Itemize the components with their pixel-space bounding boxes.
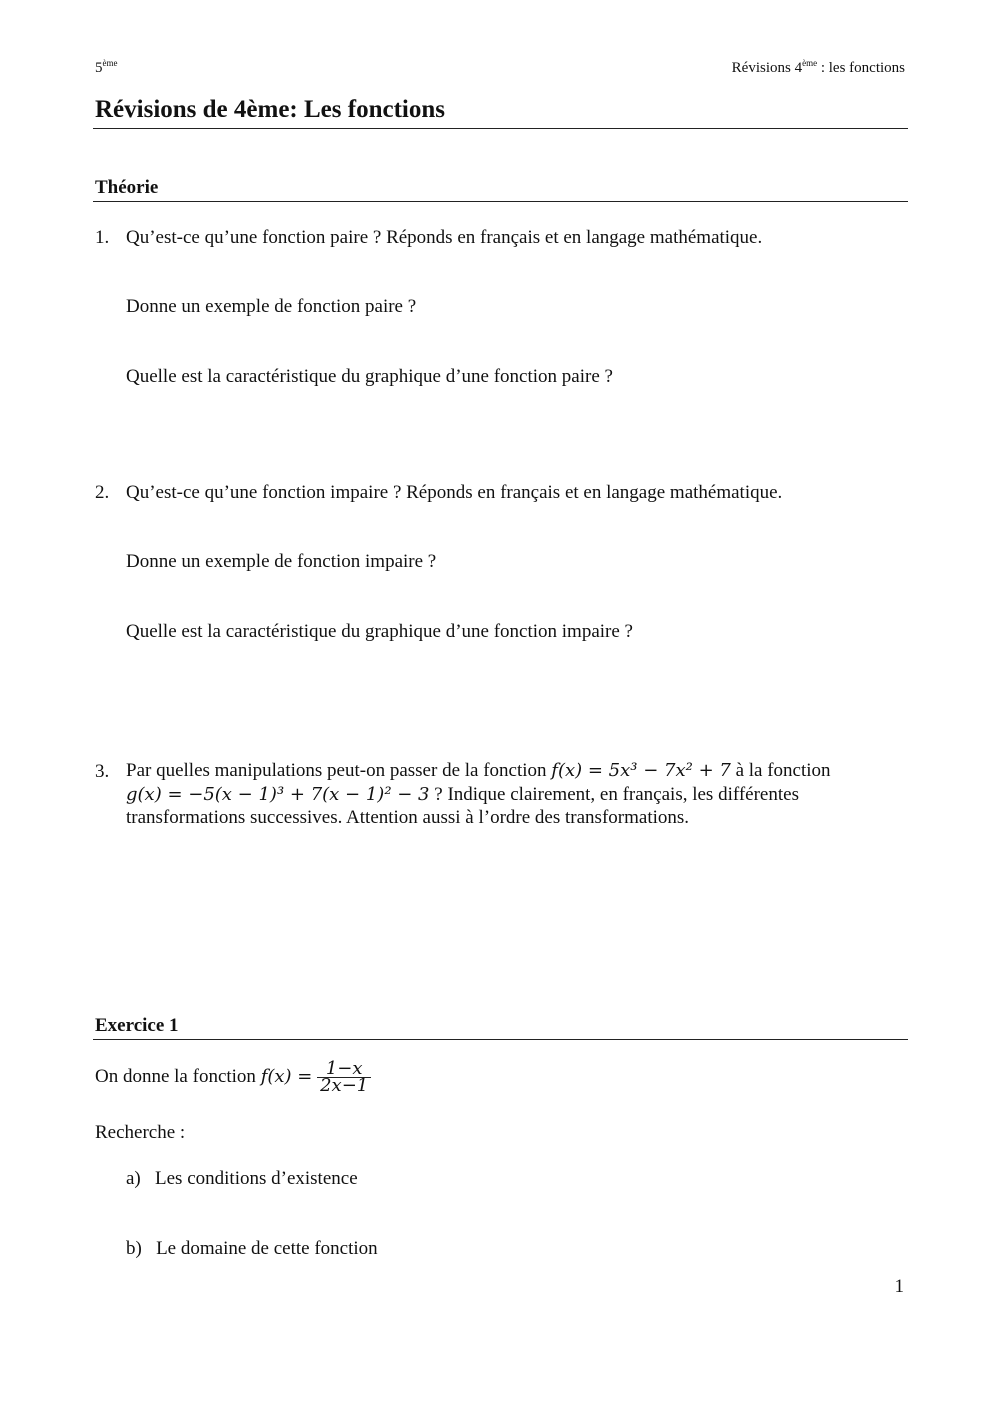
question-3-intro: Par quelles manipulations peut-on passer de la fonction	[126, 760, 547, 781]
exercise-1-intro-line	[95, 1058, 371, 1096]
page-number: 1	[894, 1276, 904, 1297]
fraction-denominator: 2x−1	[320, 1075, 369, 1096]
list-item-label: b)	[126, 1238, 142, 1259]
question-3-line-2	[126, 784, 799, 806]
question-1-text: Qu’est-ce qu’une fonction paire ? Réponds en français et en langage mathématique.	[126, 227, 763, 248]
question-2-graph: Quelle est la caractéristique du graphique d’une fonction impaire ?	[126, 621, 633, 642]
list-item-text: Le domaine de cette fonction	[156, 1238, 378, 1259]
question-3-number: 3.	[95, 761, 110, 782]
formula-f-lhs: f(x) =	[260, 1065, 313, 1087]
list-item-a	[126, 1168, 358, 1190]
fraction	[317, 1058, 371, 1096]
question-3-link: à la fonction	[735, 760, 831, 781]
header-subject: Révisions 4ème : les fonctions	[731, 58, 905, 76]
formula-g: g(x) = −5(x − 1)³ + 7(x − 1)² − 3	[126, 784, 430, 805]
question-3-instruction: ? Indique clairement, en français, les différentes	[434, 784, 799, 805]
list-item-text: Les conditions d’existence	[155, 1168, 358, 1189]
exercise-1-divider	[93, 1039, 908, 1040]
question-2-example: Donne un exemple de fonction impaire ?	[126, 551, 437, 572]
exercise-1-intro: On donne la fonction	[95, 1065, 256, 1087]
question-2-number: 2.	[95, 482, 110, 503]
exercise-1-search: Recherche :	[95, 1122, 186, 1143]
question-3-line-1	[126, 760, 831, 782]
fraction-numerator: 1−x	[317, 1062, 371, 1078]
formula-f: f(x) = 5x³ − 7x² + 7	[551, 760, 731, 781]
list-item-b	[126, 1238, 378, 1260]
title-divider	[93, 128, 908, 129]
theory-divider	[93, 201, 908, 202]
section-heading-theory: Théorie	[95, 177, 159, 198]
page-title: Révisions de 4ème: Les fonctions	[95, 96, 445, 123]
question-1-number: 1.	[95, 227, 110, 248]
question-3-line-3: transformations successives. Attention aussi à l’ordre des transformations.	[126, 807, 690, 828]
question-1-example: Donne un exemple de fonction paire ?	[126, 296, 417, 317]
question-1-graph: Quelle est la caractéristique du graphique d’une fonction paire ?	[126, 366, 613, 387]
header-level: 5ème	[95, 58, 118, 76]
question-2-text: Qu’est-ce qu’une fonction impaire ? Réponds en français et en langage mathématique.	[126, 482, 783, 503]
list-item-label: a)	[126, 1168, 141, 1189]
section-heading-exercise-1: Exercice 1	[95, 1015, 179, 1036]
